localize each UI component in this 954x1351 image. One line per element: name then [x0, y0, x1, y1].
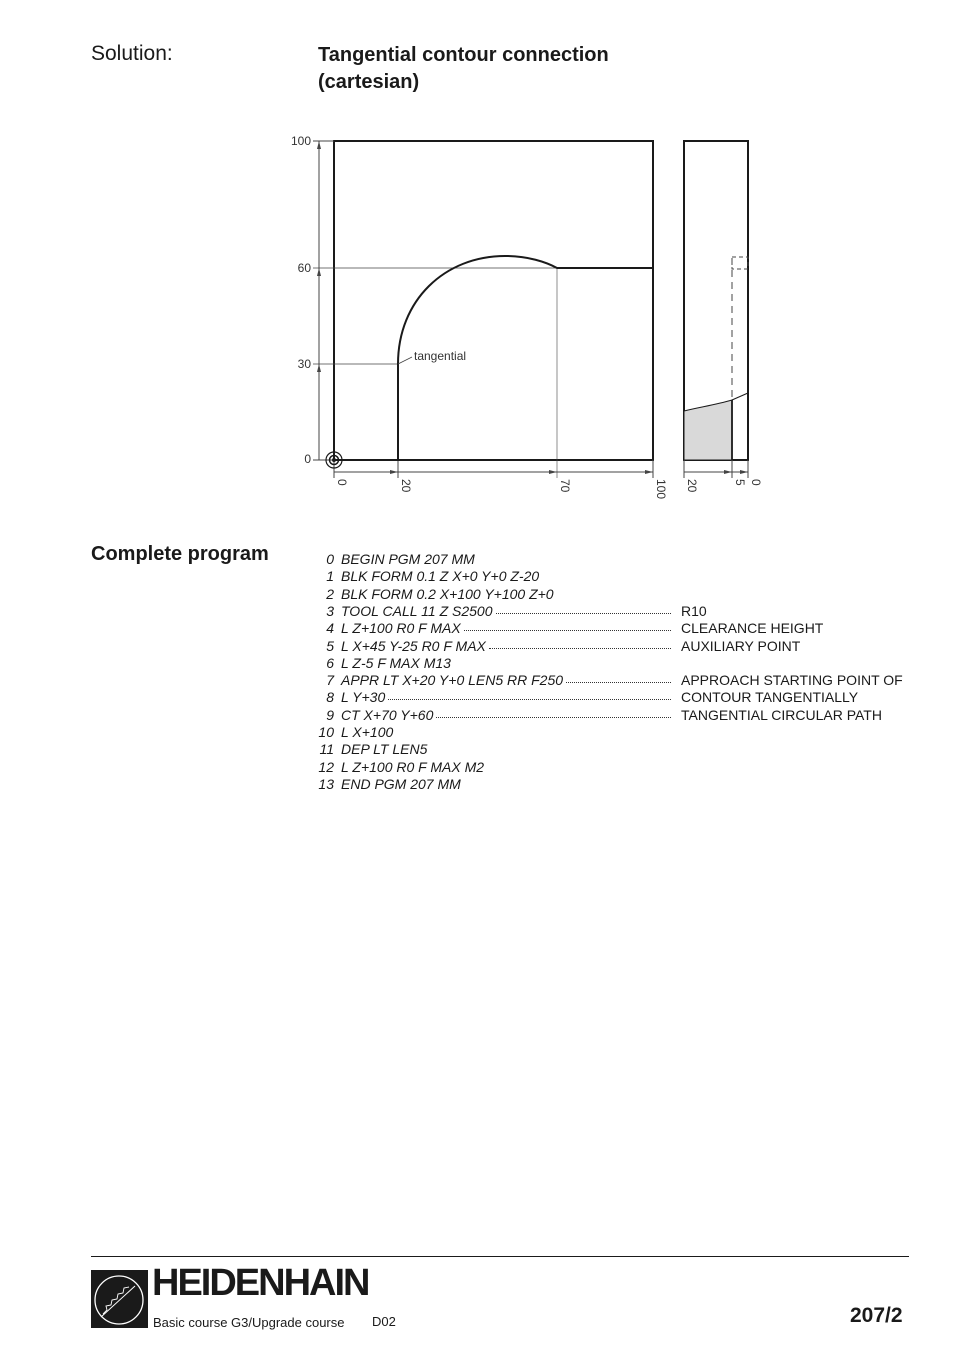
- line-number: 12: [318, 758, 334, 775]
- title-line-2: (cartesian): [318, 71, 420, 93]
- line-command: CT X+70 Y+60: [341, 706, 434, 723]
- y-label-60: 60: [297, 261, 311, 275]
- line-number: 2: [326, 585, 334, 602]
- y-label-100: 100: [290, 134, 311, 148]
- brand-name: HEIDENHAIN: [152, 1262, 369, 1304]
- line-command: L Z-5 F MAX M13: [341, 654, 451, 671]
- line-command: TOOL CALL 11 Z S2500: [341, 602, 493, 619]
- y-arrow-60: [317, 268, 321, 276]
- program-line: [310, 620, 910, 637]
- contour-path: [334, 256, 653, 460]
- x-label-70: 70: [558, 479, 572, 493]
- leader-dots: [436, 717, 671, 718]
- title-line-1: Tangential contour connection: [318, 44, 609, 66]
- side-label-20: 20: [685, 479, 699, 493]
- line-command: DEP LT LEN5: [341, 741, 428, 758]
- y-arrow-30: [317, 364, 321, 372]
- line-number: 6: [326, 654, 334, 671]
- line-number: 8: [326, 689, 334, 706]
- heidenhain-logo-icon: [91, 1270, 148, 1328]
- line-command: BLK FORM 0.2 X+100 Y+100 Z+0: [341, 585, 554, 602]
- course-label: Basic course G3/Upgrade course: [153, 1315, 345, 1330]
- line-command: APPR LT X+20 Y+0 LEN5 RR F250: [341, 672, 564, 689]
- y-arrow-100: [317, 141, 321, 149]
- program-line: [310, 603, 910, 620]
- program-line: [310, 672, 910, 689]
- line-comment: R10: [681, 602, 707, 619]
- side-view-tool: [732, 257, 748, 269]
- leader-dots: [388, 699, 671, 700]
- y-label-0: 0: [304, 452, 311, 466]
- leader-dots: [566, 682, 671, 683]
- program-line: [310, 724, 910, 741]
- line-command: L Z+100 R0 F MAX M2: [341, 758, 485, 775]
- program-line: [310, 638, 910, 655]
- course-code: D02: [372, 1314, 396, 1329]
- line-command: END PGM 207 MM: [341, 775, 461, 792]
- side-view-shaded: [684, 400, 732, 460]
- leader-dots: [489, 648, 671, 649]
- line-number: 4: [326, 620, 334, 637]
- program-line: [310, 741, 910, 758]
- program-line: [310, 776, 910, 793]
- side-arrow-0: [740, 470, 748, 474]
- program-heading: Complete program: [91, 543, 269, 565]
- solution-label: Solution:: [91, 42, 173, 65]
- line-command: L X+100: [341, 724, 394, 740]
- side-view-surface: [732, 393, 748, 400]
- x-arrow-70: [549, 470, 557, 474]
- line-command: BLK FORM 0.1 Z X+0 Y+0 Z-20: [341, 568, 540, 585]
- line-number: 10: [318, 724, 334, 740]
- line-number: 7: [326, 672, 334, 689]
- program-line: [310, 707, 910, 724]
- x-label-0: 0: [335, 479, 349, 486]
- line-comment: CONTOUR TANGENTIALLY: [681, 689, 859, 706]
- line-number: 3: [326, 602, 334, 619]
- program-line: [310, 759, 910, 776]
- side-label-5: 5: [733, 479, 747, 486]
- line-comment: AUXILIARY POINT: [681, 637, 801, 654]
- origin-dot: [332, 458, 336, 462]
- program-line: [310, 551, 910, 568]
- line-command: L X+45 Y-25 R0 F MAX: [341, 637, 486, 654]
- side-label-0: 0: [749, 479, 763, 486]
- contour-drawing: [0, 0, 954, 520]
- side-arrow-5: [724, 470, 732, 474]
- x-arrow-100: [645, 470, 653, 474]
- leader-dots: [496, 613, 671, 614]
- x-arrow-20: [390, 470, 398, 474]
- workpiece-outline: [334, 141, 653, 460]
- leader-dots: [464, 630, 671, 631]
- line-command: BEGIN PGM 207 MM: [341, 551, 475, 567]
- program-line: [310, 689, 910, 706]
- program-line: [310, 586, 910, 603]
- footer-rule: [91, 1256, 909, 1257]
- x-label-100: 100: [654, 479, 668, 500]
- x-label-20: 20: [399, 479, 413, 493]
- line-comment: CLEARANCE HEIGHT: [681, 620, 824, 637]
- line-number: 1: [326, 568, 334, 585]
- program-line: [310, 568, 910, 585]
- page-number: 207/2: [850, 1304, 903, 1327]
- line-number: 0: [326, 551, 334, 567]
- line-comment: TANGENTIAL CIRCULAR PATH: [681, 706, 882, 723]
- line-command: L Z+100 R0 F MAX: [341, 620, 461, 637]
- line-number: 11: [319, 741, 334, 758]
- line-number: 9: [326, 706, 334, 723]
- line-number: 13: [318, 775, 334, 792]
- line-command: L Y+30: [341, 689, 386, 706]
- y-label-30: 30: [297, 357, 311, 371]
- line-comment: APPROACH STARTING POINT OF: [681, 672, 903, 689]
- annotation-leader: [398, 357, 412, 364]
- line-number: 5: [326, 637, 334, 654]
- program-line: [310, 655, 910, 672]
- tangential-annotation: tangential: [414, 349, 467, 363]
